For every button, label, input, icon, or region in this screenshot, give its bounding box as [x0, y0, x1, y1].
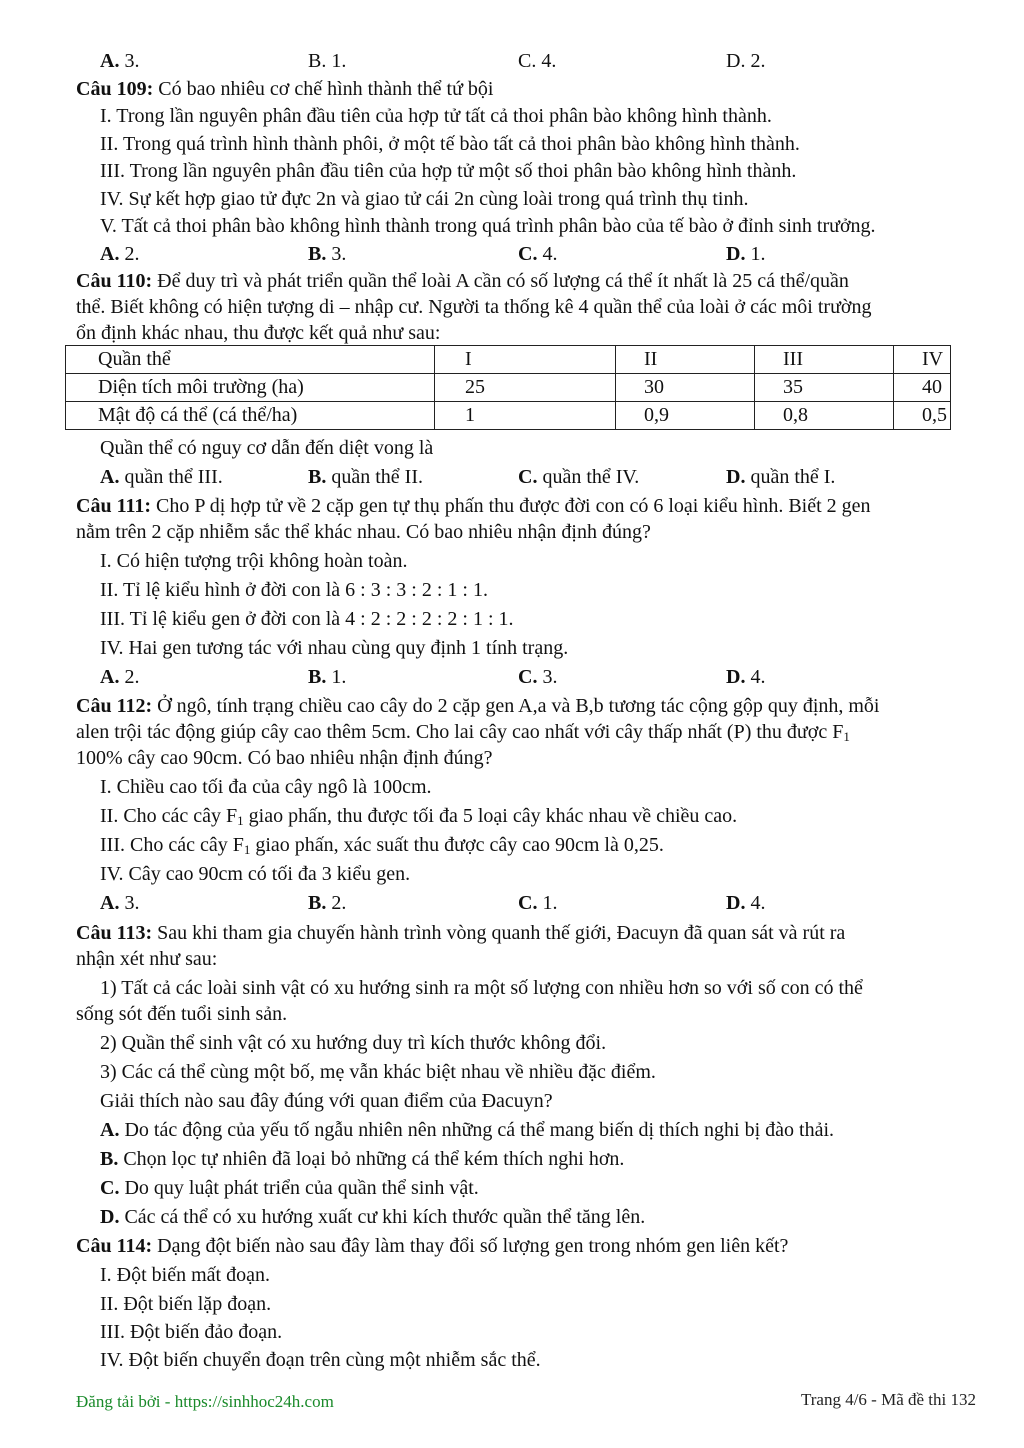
- q113-option-a: A. Do tác động của yếu tố ngẫu nhiên nên những cá thể mang biến dị thích nghi bị đào thải.: [100, 1119, 835, 1141]
- population-table: [65, 345, 951, 430]
- table-cell: 0,5: [894, 402, 951, 430]
- q112-item-2: II. Cho các cây $F_1$ giao phấn, thu được tối đa 5 loại cây khác nhau về chiều cao.: [100, 805, 738, 828]
- table-cell: 25: [435, 374, 616, 402]
- option-d: D. 2.: [726, 50, 766, 72]
- q112-item-4: IV. Cây cao 90cm có tối đa 3 kiểu gen.: [100, 863, 411, 885]
- table-cell: I: [435, 346, 616, 374]
- q114-item-1: I. Đột biến mất đoạn.: [100, 1264, 270, 1286]
- table-cell: 0,8: [755, 402, 894, 430]
- q112-line-2: alen trội tác động giúp cây cao thêm 5cm. Cho lai cây cao nhất với cây thấp nhất (P) thu được $F_1$: [76, 721, 850, 744]
- option-c: C. quần thể IV.: [518, 466, 640, 488]
- q109-item-3: III. Trong lần nguyên phân đầu tiên của hợp tử một số thoi phân bào không hình thành.: [100, 160, 797, 182]
- q113-prompt: Giải thích nào sau đây đúng với quan điểm của Đacuyn?: [100, 1090, 553, 1112]
- q111-item-2: II. Tỉ lệ kiểu hình ở đời con là 6 : 3 : 3 : 2 : 1 : 1.: [100, 579, 488, 601]
- q109-item-1: I. Trong lần nguyên phân đầu tiên của hợp tử tất cả thoi phân bào không hình thành.: [100, 105, 772, 127]
- table-cell: II: [616, 346, 755, 374]
- table-cell: 35: [755, 374, 894, 402]
- q113-observation-2: 2) Quần thể sinh vật có xu hướng duy trì kích thước không đổi.: [100, 1032, 607, 1054]
- option-b: B. 1.: [308, 666, 347, 688]
- q114-item-4: IV. Đột biến chuyển đoạn trên cùng một nhiễm sắc thể.: [100, 1349, 541, 1371]
- q109-item-2: II. Trong quá trình hình thành phôi, ở một tế bào tất cả thoi phân bào không hình thành.: [100, 133, 800, 155]
- question-109-stem: Câu 109: Có bao nhiêu cơ chế hình thành thể tứ bội: [76, 78, 494, 100]
- table-cell: Mật độ cá thể (cá thể/ha): [66, 402, 435, 430]
- option-b: B. 3.: [308, 243, 347, 265]
- option-a: A. 2.: [100, 243, 140, 265]
- q112-item-3: III. Cho các cây $F_1$ giao phấn, xác suất thu được cây cao 90cm là 0,25.: [100, 834, 664, 857]
- q111-line-2: nằm trên 2 cặp nhiễm sắc thể khác nhau. Có bao nhiêu nhận định đúng?: [76, 521, 651, 543]
- option-d: D. quần thể I.: [726, 466, 836, 488]
- option-d: D. 4.: [726, 892, 766, 914]
- question-114-stem: Câu 114: Dạng đột biến nào sau đây làm thay đổi số lượng gen trong nhóm gen liên kết?: [76, 1235, 789, 1257]
- option-c: C. 4.: [518, 50, 557, 72]
- footer-source-link[interactable]: Đăng tải bởi - https://sinhhoc24h.com: [76, 1392, 334, 1411]
- question-113-stem: Câu 113: Sau khi tham gia chuyến hành trình vòng quanh thế giới, Đacuyn đã quan sát và rút ra: [76, 922, 846, 944]
- option-a: A. quần thể III.: [100, 466, 223, 488]
- table-cell: 30: [616, 374, 755, 402]
- option-c: C. 1.: [518, 892, 558, 914]
- option-b: B. quần thể II.: [308, 466, 423, 488]
- option-b: B. 2.: [308, 892, 347, 914]
- table-row: [66, 374, 951, 402]
- table-cell: IV: [894, 346, 951, 374]
- table-row: [66, 402, 951, 430]
- q113-option-d: D. Các cá thể có xu hướng xuất cư khi kích thước quần thể tăng lên.: [100, 1206, 646, 1228]
- table-cell: Diện tích môi trường (ha): [66, 374, 435, 402]
- q113-observation-3: 3) Các cá thể cùng một bố, mẹ vẫn khác biệt nhau về nhiều đặc điểm.: [100, 1061, 656, 1083]
- q113-option-c: C. Do quy luật phát triển của quần thể sinh vật.: [100, 1177, 479, 1199]
- q111-item-4: IV. Hai gen tương tác với nhau cùng quy định 1 tính trạng.: [100, 637, 569, 659]
- q110-line-3: ổn định khác nhau, thu được kết quả như sau:: [76, 322, 441, 344]
- table-cell: 0,9: [616, 402, 755, 430]
- q111-item-1: I. Có hiện tượng trội không hoàn toàn.: [100, 550, 408, 572]
- option-c: C. 4.: [518, 243, 558, 265]
- q113-option-b: B. Chọn lọc tự nhiên đã loại bỏ những cá thể kém thích nghi hơn.: [100, 1148, 625, 1170]
- q112-options: [0, 891, 1024, 915]
- q113-observation-1: 1) Tất cả các loài sinh vật có xu hướng sinh ra một số lượng con nhiều hơn so với số con có thể: [100, 977, 863, 999]
- table-row: [66, 346, 951, 374]
- q110-line-2: thể. Biết không có hiện tượng di – nhập cư. Người ta thống kê 4 quần thể của loài ở các môi trường: [76, 296, 872, 318]
- q114-item-2: II. Đột biến lặp đoạn.: [100, 1293, 272, 1315]
- table-cell: III: [755, 346, 894, 374]
- option-a: A. 3.: [100, 892, 140, 914]
- question-110-stem: Câu 110: Để duy trì và phát triển quần thể loài A cần có số lượng cá thể ít nhất là 25 cá thể/quần: [76, 270, 849, 292]
- q111-options: [0, 665, 1024, 689]
- q114-item-3: III. Đột biến đảo đoạn.: [100, 1321, 283, 1343]
- question-111-stem: Câu 111: Cho P dị hợp tử về 2 cặp gen tự thụ phấn thu được đời con có 6 loại kiểu hình. Biết 2 gen: [76, 495, 871, 517]
- table-cell: 1: [435, 402, 616, 430]
- q109-item-4: IV. Sự kết hợp giao tử đực 2n và giao tử cái 2n cùng loài trong quá trình thụ tinh.: [100, 188, 749, 210]
- option-c: C. 3.: [518, 666, 558, 688]
- option-a: A. 2.: [100, 666, 140, 688]
- table-cell: 40: [894, 374, 951, 402]
- q113-line-2: nhận xét như sau:: [76, 948, 218, 970]
- option-d: D. 4.: [726, 666, 766, 688]
- option-a: A. 3.: [100, 50, 140, 72]
- q110-options: [0, 465, 1024, 489]
- q113-observation-1-cont: sống sót đến tuổi sinh sản.: [76, 1003, 288, 1025]
- question-112-stem: Câu 112: Ở ngô, tính trạng chiều cao cây do 2 cặp gen A,a và B,b tương tác cộng gộp quy định, mỗi: [76, 695, 880, 717]
- q110-prompt: Quần thể có nguy cơ dẫn đến diệt vong là: [100, 437, 434, 459]
- table-cell: Quần thể: [66, 346, 435, 374]
- option-b: B. 1.: [308, 50, 347, 72]
- footer-page-number: Trang 4/6 - Mã đề thi 132: [800, 1390, 976, 1409]
- q109-options: [0, 242, 1024, 266]
- q109-item-5: V. Tất cả thoi phân bào không hình thành trong quá trình phân bào của tế bào ở đỉnh sinh trưởng.: [100, 215, 876, 237]
- q112-item-1: I. Chiều cao tối đa của cây ngô là 100cm.: [100, 776, 432, 798]
- q111-item-3: III. Tỉ lệ kiểu gen ở đời con là 4 : 2 : 2 : 2 : 2 : 1 : 1.: [100, 608, 514, 630]
- option-d: D. 1.: [726, 243, 766, 265]
- q112-line-3: 100% cây cao 90cm. Có bao nhiêu nhận định đúng?: [76, 747, 493, 769]
- prev-question-options: [0, 49, 1024, 73]
